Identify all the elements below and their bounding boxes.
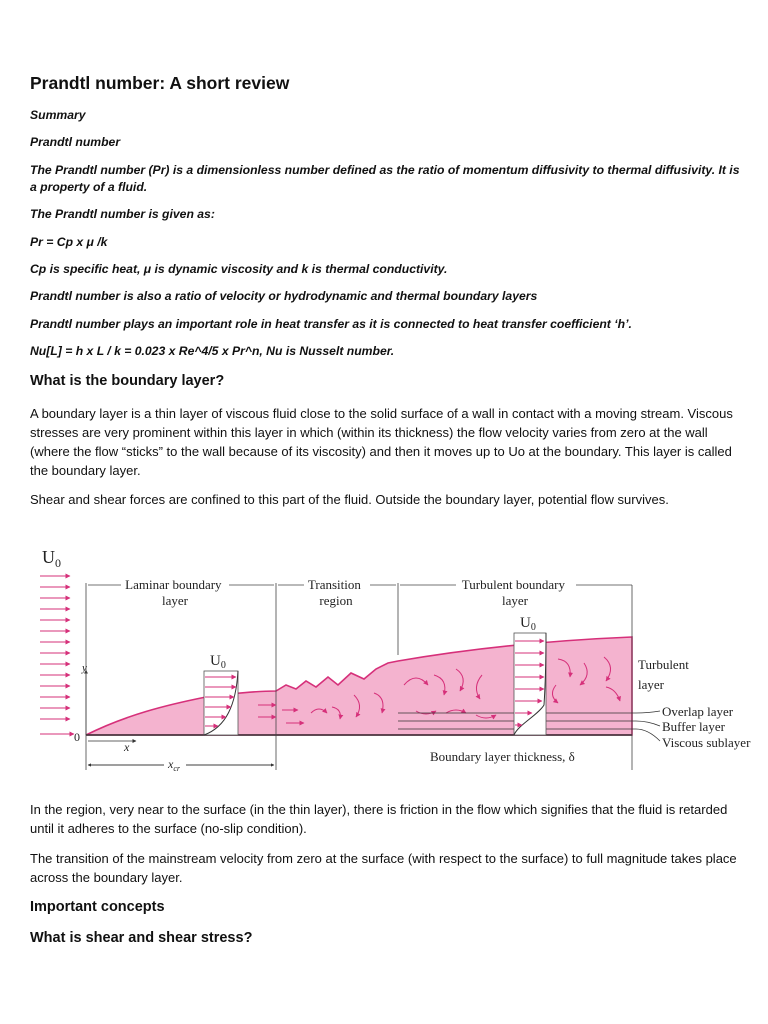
laminar-label: Laminar boundary layer (125, 577, 222, 608)
given-as-text: The Prandtl number is given as: (30, 207, 215, 221)
summary-label: Summary (30, 108, 86, 122)
thickness-label: Boundary layer thickness, δ (430, 749, 575, 764)
sublayer-leaders (636, 711, 660, 741)
transition-paragraph: The transition of the mainstream velocity from zero at the surface (with respect to the surface) to full magnitude takes place across the boundary layer. (30, 851, 737, 885)
boundary-layer-figure (36, 545, 760, 775)
shear-forces-paragraph: Shear and shear forces are confined to this part of the fluid. Outside the boundary layer, potential flow survives. (30, 492, 669, 507)
nusselt-formula: Nu[L] = h x L / k = 0.023 x Re^4/5 x Pr^n, Nu is Nusselt number. (30, 344, 395, 358)
transition-label: Transition region (307, 577, 361, 608)
xcr-label: $x_{cr}$ (168, 757, 180, 773)
heat-transfer-text: Prandtl number plays an important role in heat transfer as it is connected to heat transfer coefficient ‘h’. (30, 317, 632, 331)
shear-stress-heading: What is shear and shear stress? (30, 930, 253, 946)
pr-formula: Pr = Cp x μ /k (30, 235, 108, 249)
freestream-arrows (40, 576, 74, 734)
x-axis-label: x (124, 740, 130, 754)
turbulent-layer-label: Turbulent layer (638, 657, 689, 692)
y-axis-label: y (82, 662, 87, 674)
buffer-layer-label: Buffer layer (662, 719, 725, 734)
overlap-layer-label: Overlap layer (662, 704, 734, 719)
turbulent-boundary-label: Turbulent boundary layer (461, 577, 565, 608)
turbulent-u0-label: $U_0$ (520, 615, 536, 633)
viscous-sublayer-label: Viscous sublayer (662, 735, 751, 750)
subtitle-prandtl: Prandtl number (30, 135, 121, 149)
page-title: Prandtl number: A short review (30, 73, 290, 93)
variables-text: Cp is specific heat, μ is dynamic viscosity and k is thermal conductivity. (30, 262, 448, 276)
turbulent-velocity-profile (514, 633, 546, 735)
friction-paragraph: In the region, very near to the surface (in the thin layer), there is friction in the flow which signifies that the fluid is retarded until it adheres to the surface (no-slip condition). (30, 802, 728, 836)
origin-label: 0 (74, 730, 80, 744)
boundary-layer-region (86, 637, 632, 735)
boundary-layer-heading: What is the boundary layer? (30, 373, 225, 389)
definition-text: The Prandtl number (Pr) is a dimensionless number defined as the ratio of momentum diffusivity to thermal diffusivity. It is a property of a fluid. (30, 163, 740, 194)
ratio-text: Prandtl number is also a ratio of velocity or hydrodynamic and thermal boundary layers (30, 289, 538, 303)
laminar-velocity-profile (204, 671, 238, 735)
important-concepts-heading: Important concepts (30, 899, 165, 915)
freestream-u0-label: $U_0$ (42, 547, 61, 570)
boundary-layer-paragraph: A boundary layer is a thin layer of viscous fluid close to the solid surface of a wall in contact with a moving stream. Viscous stresses are very prominent within this layer in which (within its thickness) the flow velocity varies from zero at the wall (where the flow “sticks” to the wall because of its viscosity) and then it moves up to Uo at the boundary. This layer is called the boundary layer. (30, 406, 733, 478)
laminar-u0-label: $U_0$ (210, 653, 226, 671)
